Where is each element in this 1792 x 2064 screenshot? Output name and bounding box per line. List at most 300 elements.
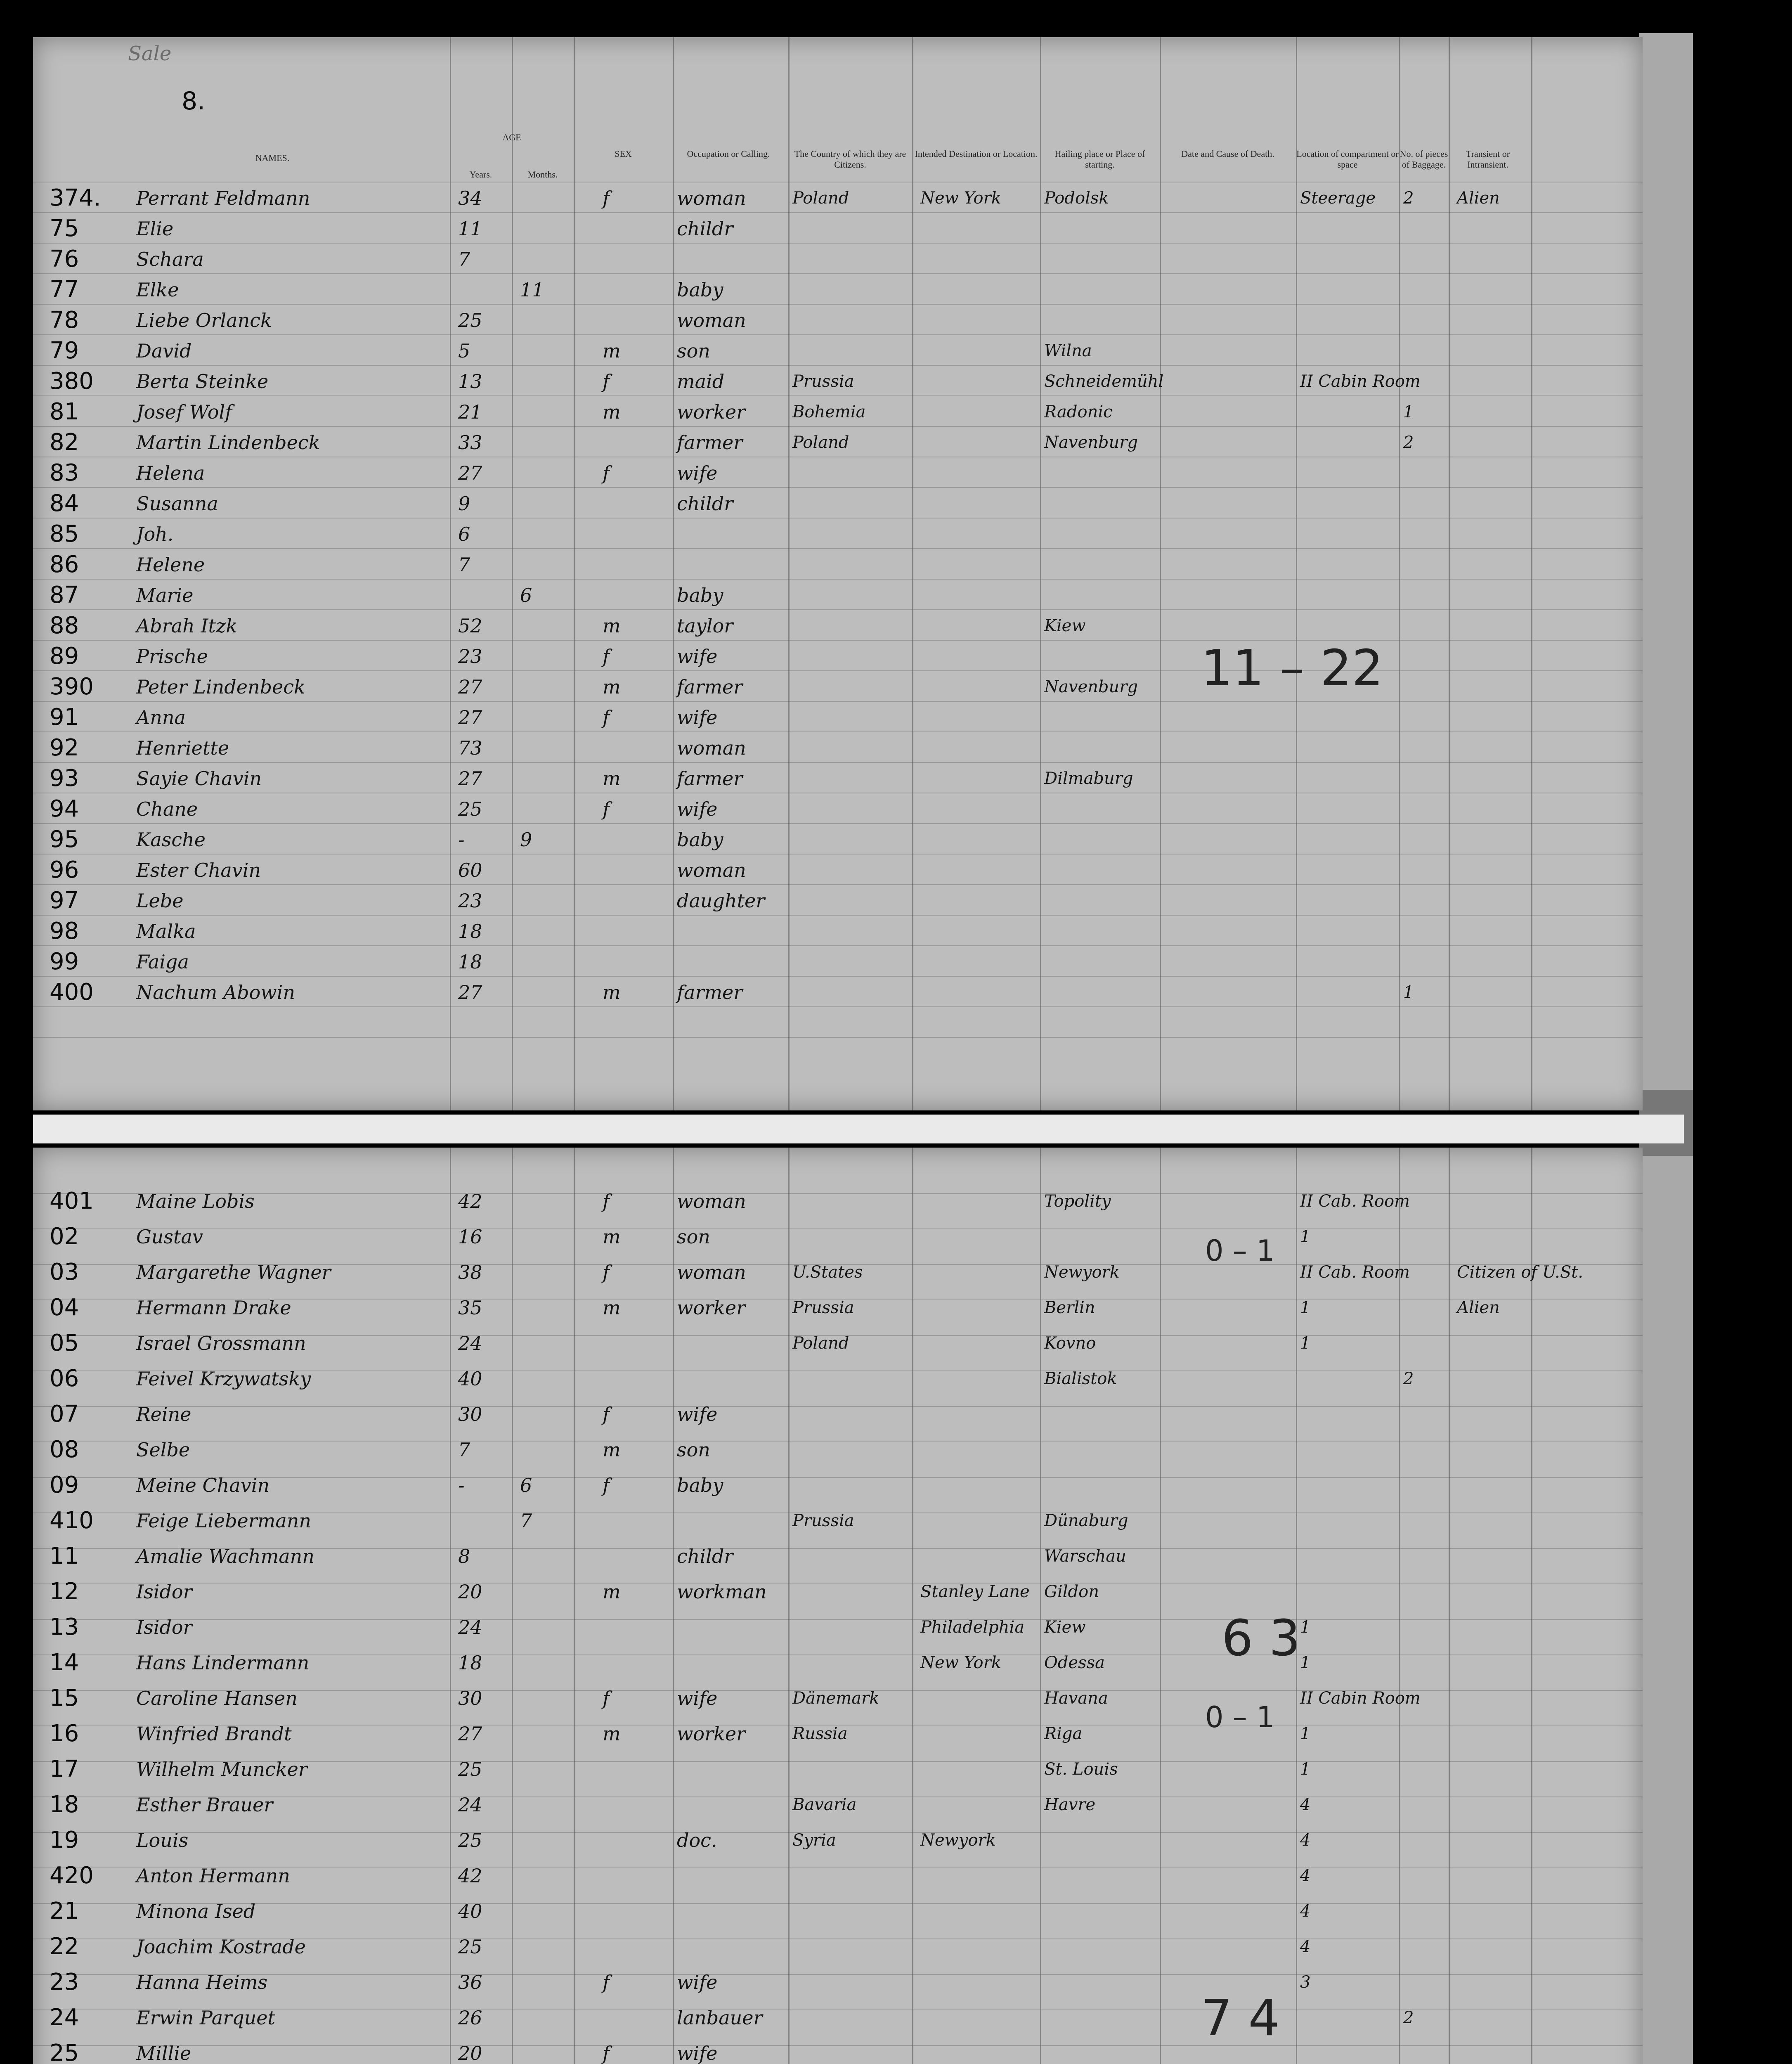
cell-hailing: Gildon	[1044, 1582, 1099, 1601]
cell-years: 13	[458, 370, 482, 393]
cell-name: Liebe Orlanck	[136, 309, 272, 331]
column-rule	[788, 37, 790, 1110]
cell-transient: Alien	[1457, 189, 1500, 208]
cell-occupation: wife	[677, 798, 718, 820]
cell-location: 4	[1300, 1937, 1311, 1956]
col-head-death: Date and Cause of Death.	[1181, 149, 1274, 159]
cell-occupation: lanbauer	[677, 2007, 763, 2029]
cell-sex: m	[603, 401, 621, 423]
cell-country: Bavaria	[792, 1795, 857, 1814]
row-rule	[33, 640, 1643, 641]
row-rule	[33, 915, 1643, 916]
row-rule	[33, 365, 1643, 366]
cell-country: Poland	[792, 189, 849, 208]
cell-months: 7	[520, 1510, 532, 1532]
cell-name: Ester Chavin	[136, 859, 261, 881]
cell-occupation: doc.	[677, 1829, 717, 1851]
cell-occupation: wife	[677, 462, 718, 484]
cell-num: 25	[50, 2040, 79, 2064]
cell-name: David	[136, 340, 192, 362]
cell-years: 25	[458, 798, 482, 820]
row-rule	[33, 1037, 1643, 1038]
cell-years: 18	[458, 1652, 482, 1674]
cell-years: -	[458, 828, 465, 851]
cell-sex: f	[603, 462, 610, 484]
cell-occupation: childr	[677, 492, 733, 515]
cell-location: 1	[1300, 1618, 1311, 1637]
cell-occupation: woman	[677, 1190, 746, 1212]
cell-country: Bohemia	[792, 402, 866, 421]
cell-num: 24	[50, 2004, 79, 2031]
cell-occupation: baby	[677, 828, 723, 851]
cell-num: 17	[50, 1756, 79, 1782]
cell-hailing: Dilmaburg	[1044, 769, 1133, 788]
cell-occupation: baby	[677, 584, 723, 606]
cell-name: Susanna	[136, 492, 218, 515]
column-rule	[788, 1148, 790, 2064]
cell-destination: New York	[920, 1653, 1001, 1672]
cell-sex: m	[603, 340, 621, 362]
cell-num: 19	[50, 1827, 79, 1853]
row-rule	[33, 548, 1643, 549]
cell-num: 401	[50, 1188, 94, 1214]
cell-name: Anna	[136, 706, 186, 729]
cell-months: 11	[520, 279, 544, 301]
column-rule	[1160, 1148, 1161, 2064]
cell-name: Elke	[136, 279, 179, 301]
death-annotation-a: 0 – 1	[1205, 1234, 1275, 1268]
cell-name: Sayie Chavin	[136, 767, 262, 790]
cell-baggage: 1	[1403, 983, 1414, 1002]
cell-num: 07	[50, 1401, 79, 1427]
cell-occupation: son	[677, 1439, 710, 1461]
cell-name: Louis	[136, 1829, 189, 1851]
col-head-destination: Intended Destination or Location.	[915, 149, 1038, 159]
cell-years: 40	[458, 1368, 482, 1390]
cell-location: 4	[1300, 1831, 1311, 1850]
cell-num: 08	[50, 1436, 79, 1463]
cell-num: 77	[50, 276, 79, 303]
cell-name: Helena	[136, 462, 205, 484]
cell-sex: f	[603, 1403, 610, 1425]
cell-hailing: Warschau	[1044, 1547, 1126, 1566]
column-rule	[1040, 1148, 1041, 2064]
row-rule	[33, 1832, 1643, 1833]
cell-name: Martin Lindenbeck	[136, 431, 320, 454]
cell-sex: m	[603, 1581, 621, 1603]
cell-location: 1	[1300, 1334, 1311, 1353]
row-rule	[33, 762, 1643, 763]
column-rule	[912, 1148, 913, 2064]
cell-name: Berta Steinke	[136, 370, 269, 393]
cell-years: 34	[458, 187, 482, 209]
col-head-names: NAMES.	[255, 153, 290, 163]
cell-name: Faiga	[136, 951, 189, 973]
cell-destination: Stanley Lane	[920, 1582, 1030, 1601]
column-rule	[1399, 37, 1400, 1110]
cell-years: 7	[458, 1439, 470, 1461]
row-rule	[33, 2045, 1643, 2046]
col-head-transient: Transient or Intransient.	[1466, 149, 1510, 170]
row-rule	[33, 945, 1643, 946]
cell-sex: f	[603, 1190, 610, 1212]
cell-num: 11	[50, 1543, 79, 1569]
row-rule	[33, 395, 1643, 396]
col-head-months: Months.	[527, 169, 558, 180]
row-rule	[33, 1477, 1643, 1478]
cell-num: 420	[50, 1862, 94, 1889]
cell-hailing: Havre	[1044, 1795, 1096, 1814]
cell-years: 20	[458, 1581, 482, 1603]
cell-num: 21	[50, 1898, 79, 1924]
cell-occupation: wife	[677, 1971, 718, 1993]
cell-occupation: wife	[677, 1403, 718, 1425]
cell-years: 24	[458, 1616, 482, 1638]
cell-hailing: Havana	[1044, 1689, 1108, 1708]
column-rule	[912, 37, 913, 1110]
cell-occupation: son	[677, 340, 710, 362]
cell-occupation: woman	[677, 187, 746, 209]
cell-hailing: Bialistok	[1044, 1369, 1117, 1388]
row-rule	[33, 884, 1643, 885]
column-rule	[574, 1148, 575, 2064]
cell-name: Peter Lindenbeck	[136, 676, 305, 698]
cell-occupation: baby	[677, 279, 723, 301]
cell-years: 21	[458, 401, 482, 423]
column-rule	[673, 37, 674, 1110]
book-spine	[1639, 33, 1693, 2064]
cell-num: 380	[50, 368, 94, 395]
cell-hailing: Navenburg	[1044, 433, 1138, 452]
manifest-page-top	[33, 37, 1643, 1110]
cell-years: 5	[458, 340, 470, 362]
column-rule	[1449, 1148, 1450, 2064]
cell-country: Poland	[792, 433, 849, 452]
cell-name: Isidor	[136, 1616, 192, 1638]
row-rule	[33, 304, 1643, 305]
row-rule	[33, 609, 1643, 610]
cell-years: 27	[458, 462, 482, 484]
column-rule	[512, 37, 513, 1110]
cell-name: Perrant Feldmann	[136, 187, 310, 209]
cell-num: 14	[50, 1649, 79, 1676]
row-rule	[33, 212, 1643, 213]
cell-num: 06	[50, 1365, 79, 1392]
cell-location: 1	[1300, 1760, 1311, 1779]
page-number: 8.	[182, 87, 206, 116]
cell-years: 42	[458, 1865, 482, 1887]
cell-num: 12	[50, 1578, 79, 1605]
death-annotation-c: 0 – 1	[1205, 1700, 1275, 1734]
cell-years: 9	[458, 492, 470, 515]
cell-num: 83	[50, 459, 79, 486]
column-rule	[1399, 1148, 1400, 2064]
death-annotation-b: 6 3	[1222, 1610, 1300, 1667]
cell-sex: m	[603, 676, 621, 698]
cell-months: 6	[520, 584, 532, 606]
cell-num: 15	[50, 1685, 79, 1711]
cell-num: 04	[50, 1294, 79, 1321]
cell-years: 27	[458, 981, 482, 1004]
top-death-annotation: 11 – 22	[1201, 640, 1383, 697]
cell-years: 24	[458, 1332, 482, 1354]
cell-location: 1	[1300, 1227, 1311, 1246]
cell-location: 1	[1300, 1724, 1311, 1743]
cell-hailing: Radonic	[1044, 402, 1113, 421]
cell-occupation: wife	[677, 2042, 718, 2064]
cell-name: Caroline Hansen	[136, 1687, 298, 1709]
cell-years: 25	[458, 309, 482, 331]
col-head-sex: SEX	[615, 149, 632, 159]
row-rule	[33, 487, 1643, 488]
cell-years: 52	[458, 615, 482, 637]
cell-location: 4	[1300, 1795, 1311, 1814]
cell-years: 36	[458, 1971, 482, 1993]
cell-years: 33	[458, 431, 482, 454]
cell-sex: m	[603, 1226, 621, 1248]
cell-name: Israel Grossmann	[136, 1332, 306, 1354]
cell-baggage: 1	[1403, 402, 1414, 421]
cell-destination: Newyork	[920, 1831, 996, 1850]
cell-num: 86	[50, 551, 79, 578]
cell-hailing: Topolity	[1044, 1192, 1111, 1211]
cell-years: 7	[458, 554, 470, 576]
column-rule	[1531, 37, 1532, 1110]
cell-location: II Cab. Room	[1300, 1263, 1410, 1282]
cell-name: Hanna Heims	[136, 1971, 268, 1993]
cell-sex: m	[603, 1297, 621, 1319]
row-rule	[33, 823, 1643, 824]
cell-num: 97	[50, 887, 79, 914]
column-rule	[512, 1148, 513, 2064]
cell-num: 91	[50, 704, 79, 731]
cell-num: 89	[50, 643, 79, 670]
cell-years: 38	[458, 1261, 482, 1283]
cell-country: Syria	[792, 1831, 836, 1850]
cell-years: 23	[458, 645, 482, 667]
cell-transient: Citizen of U.St.	[1457, 1263, 1584, 1282]
cell-years: 16	[458, 1226, 482, 1248]
cell-occupation: maid	[677, 370, 725, 393]
cell-occupation: farmer	[677, 767, 743, 790]
cell-name: Millie	[136, 2042, 191, 2064]
cell-sex: m	[603, 981, 621, 1004]
cell-num: 84	[50, 490, 79, 517]
column-rule	[574, 37, 575, 1110]
cell-years: 73	[458, 737, 482, 759]
col-head-hailing: Hailing place or Place of starting.	[1054, 149, 1145, 170]
cell-name: Meine Chavin	[136, 1474, 270, 1496]
cell-sex: f	[603, 1261, 610, 1283]
cell-baggage: 2	[1403, 433, 1414, 452]
row-rule	[33, 731, 1643, 732]
cell-name: Kasche	[136, 828, 206, 851]
cell-num: 13	[50, 1614, 79, 1640]
cell-sex: f	[603, 1971, 610, 1993]
column-rule	[673, 1148, 674, 2064]
cell-years: 25	[458, 1758, 482, 1780]
cell-name: Joachim Kostrade	[136, 1936, 306, 1958]
column-rule	[1040, 37, 1041, 1110]
cell-destination: New York	[920, 189, 1001, 208]
cell-name: Joh.	[136, 523, 174, 545]
cell-occupation: worker	[677, 1297, 746, 1319]
column-rule	[1531, 1148, 1532, 2064]
cell-destination: Philadelphia	[920, 1618, 1025, 1637]
row-rule	[33, 426, 1643, 427]
cell-name: Isidor	[136, 1581, 192, 1603]
cell-hailing: Kovno	[1044, 1334, 1096, 1353]
cell-name: Hermann Drake	[136, 1297, 291, 1319]
cell-baggage: 2	[1403, 2008, 1414, 2027]
cell-sex: m	[603, 1439, 621, 1461]
cell-years: 27	[458, 767, 482, 790]
col-head-location: Location of compartment or space	[1296, 149, 1399, 170]
cell-num: 93	[50, 765, 79, 792]
cell-name: Nachum Abowin	[136, 981, 296, 1004]
column-rule	[1296, 37, 1297, 1110]
cell-years: 11	[458, 218, 482, 240]
row-rule	[33, 701, 1643, 702]
cell-name: Prische	[136, 645, 208, 667]
row-rule	[33, 1441, 1643, 1442]
cell-num: 05	[50, 1330, 79, 1356]
death-annotation-d: 7 4	[1201, 1990, 1280, 2047]
cell-sex: f	[603, 1474, 610, 1496]
cell-num: 87	[50, 582, 79, 608]
cell-years: -	[458, 1474, 465, 1496]
cell-occupation: farmer	[677, 676, 743, 698]
cell-years: 30	[458, 1403, 482, 1425]
cell-name: Margarethe Wagner	[136, 1261, 331, 1283]
cell-occupation: wife	[677, 1687, 718, 1709]
cell-occupation: woman	[677, 1261, 746, 1283]
cell-hailing: Dünaburg	[1044, 1511, 1128, 1530]
cell-years: 26	[458, 2007, 482, 2029]
cell-hailing: St. Louis	[1044, 1760, 1118, 1779]
cell-location: 3	[1300, 1973, 1311, 1992]
column-rule	[450, 37, 451, 1110]
cell-name: Hans Lindermann	[136, 1652, 310, 1674]
cell-occupation: worker	[677, 401, 746, 423]
cell-num: 78	[50, 307, 79, 334]
cell-sex: m	[603, 615, 621, 637]
cell-name: Wilhelm Muncker	[136, 1758, 307, 1780]
cell-years: 6	[458, 523, 470, 545]
cell-name: Malka	[136, 920, 196, 942]
cell-sex: f	[603, 645, 610, 667]
cell-num: 02	[50, 1223, 79, 1250]
cell-years: 25	[458, 1829, 482, 1851]
cell-name: Anton Hermann	[136, 1865, 290, 1887]
col-head-years: Years.	[469, 169, 492, 180]
cell-name: Lebe	[136, 890, 184, 912]
cell-num: 22	[50, 1933, 79, 1960]
cell-num: 18	[50, 1791, 79, 1818]
page-gap	[33, 1115, 1684, 1143]
cell-years: 35	[458, 1297, 482, 1319]
row-rule	[33, 273, 1643, 274]
cell-name: Selbe	[136, 1439, 190, 1461]
cell-hailing: Berlin	[1044, 1298, 1095, 1317]
cell-occupation: woman	[677, 859, 746, 881]
col-head-baggage: No. of pieces of Baggage.	[1400, 149, 1448, 170]
cell-name: Marie	[136, 584, 194, 606]
cell-years: 8	[458, 1545, 470, 1567]
cell-hailing: Podolsk	[1044, 189, 1109, 208]
row-rule	[33, 1406, 1643, 1407]
cell-name: Schara	[136, 248, 204, 270]
cell-num: 88	[50, 612, 79, 639]
cell-occupation: worker	[677, 1723, 746, 1745]
cell-hailing: Newyork	[1044, 1263, 1120, 1282]
cell-years: 40	[458, 1900, 482, 1922]
cell-sex: f	[603, 187, 610, 209]
cell-years: 30	[458, 1687, 482, 1709]
cell-baggage: 2	[1403, 189, 1414, 208]
cell-num: 98	[50, 918, 79, 944]
cell-name: Minona Ised	[136, 1900, 256, 1922]
cell-name: Abrah Itzk	[136, 615, 238, 637]
cell-country: Prussia	[792, 1511, 854, 1530]
cell-name: Feige Liebermann	[136, 1510, 312, 1532]
manifest-page-bottom	[33, 1148, 1643, 2064]
faint-note: Sale	[128, 42, 172, 65]
cell-occupation: wife	[677, 645, 718, 667]
cell-years: 24	[458, 1794, 482, 1816]
cell-occupation: daughter	[677, 890, 765, 912]
cell-num: 75	[50, 215, 79, 242]
cell-num: 16	[50, 1720, 79, 1747]
row-rule	[33, 670, 1643, 671]
cell-sex: m	[603, 1723, 621, 1745]
cell-num: 95	[50, 826, 79, 853]
cell-occupation: woman	[677, 309, 746, 331]
cell-sex: f	[603, 370, 610, 393]
row-rule	[33, 1903, 1643, 1904]
cell-num: 96	[50, 857, 79, 883]
column-rule	[1296, 1148, 1297, 2064]
cell-num: 23	[50, 1969, 79, 1995]
cell-occupation: son	[677, 1226, 710, 1248]
row-rule	[33, 976, 1643, 977]
cell-years: 18	[458, 920, 482, 942]
cell-location: 1	[1300, 1298, 1311, 1317]
cell-name: Reine	[136, 1403, 191, 1425]
cell-name: Elie	[136, 218, 174, 240]
row-rule	[33, 1974, 1643, 1975]
cell-name: Amalie Wachmann	[136, 1545, 314, 1567]
cell-country: Prussia	[792, 1298, 854, 1317]
row-rule	[33, 1619, 1643, 1620]
col-head-age: AGE	[502, 132, 521, 142]
cell-hailing: Kiew	[1044, 1618, 1086, 1637]
cell-years: 27	[458, 706, 482, 729]
cell-num: 99	[50, 948, 79, 975]
cell-location: Steerage	[1300, 189, 1376, 208]
cell-years: 25	[458, 1936, 482, 1958]
cell-name: Feivel Krzywatsky	[136, 1368, 311, 1390]
cell-sex: m	[603, 767, 621, 790]
cell-hailing: Schneidemühl	[1044, 372, 1164, 391]
cell-location: 4	[1300, 1902, 1311, 1921]
cell-name: Josef Wolf	[136, 401, 232, 423]
cell-occupation: taylor	[677, 615, 733, 637]
cell-num: 390	[50, 673, 94, 700]
cell-num: 92	[50, 734, 79, 761]
cell-country: Poland	[792, 1334, 849, 1353]
cell-years: 42	[458, 1190, 482, 1212]
